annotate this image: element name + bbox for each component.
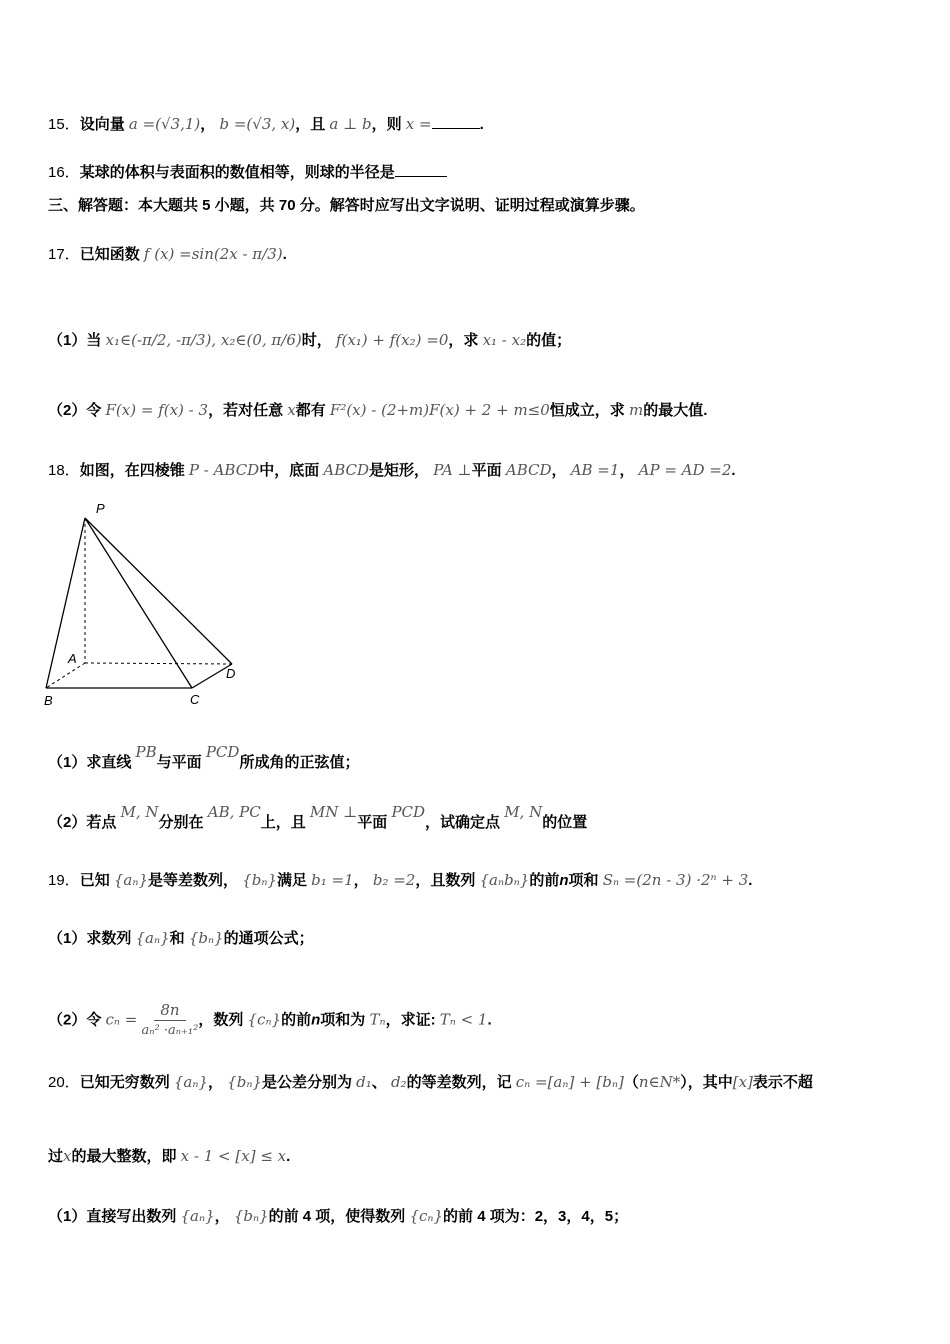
math-x: x =	[405, 115, 432, 133]
question-number: 19．	[48, 872, 80, 889]
text: 的前 4 项为：2，3，4，5；	[443, 1208, 629, 1225]
answer-blank	[395, 162, 447, 177]
text: （	[623, 1074, 639, 1091]
edge-AD	[85, 663, 232, 664]
math-base: ABCD	[323, 461, 370, 479]
answer-blank	[432, 114, 480, 129]
question-19	[48, 870, 910, 891]
text: 的通项公式；	[223, 930, 314, 947]
math-vector-b: b =(√3, x)	[219, 115, 296, 133]
text: 平面	[471, 462, 502, 479]
text: ），其中	[680, 1074, 733, 1091]
label-D: D	[226, 666, 236, 681]
text: 分别在	[158, 814, 204, 831]
edge-PD	[85, 518, 232, 664]
text: 恒成立，求	[549, 402, 625, 419]
text: ，	[207, 1074, 223, 1091]
math-AB-PC: AB, PC	[207, 803, 261, 821]
text: .	[731, 462, 736, 479]
text: 是等差数列，	[147, 872, 238, 889]
math-perp: a ⊥ b	[329, 115, 372, 133]
text: 平面	[357, 814, 388, 831]
text: 已知函数	[79, 246, 140, 263]
question-number: 18．	[48, 462, 80, 479]
math-Tn: Tₙ	[369, 1010, 386, 1029]
math-b1: b₁ =1	[311, 871, 354, 889]
math-fraction	[142, 1000, 199, 1041]
text: 已知无穷数列	[79, 1074, 170, 1091]
text: 是公差分别为	[261, 1074, 352, 1091]
part-label: （2）令	[48, 402, 102, 419]
text-n: n	[559, 872, 569, 889]
math-Tn-lt-1: Tₙ < 1	[439, 1010, 488, 1029]
math-x: x	[287, 401, 296, 419]
math-anbn: {aₙbₙ}	[479, 871, 530, 889]
text: 与平面	[156, 754, 202, 771]
fraction-denominator: aₙ² ·aₙ₊₁²	[141, 1023, 199, 1038]
question-number: 20．	[48, 1074, 80, 1091]
text: 的等差数列，记	[406, 1074, 512, 1091]
text: ，	[200, 116, 216, 133]
math-m: m	[628, 401, 644, 419]
question-15	[48, 114, 910, 135]
math-Sn: Sₙ =(2n - 3) ·2ⁿ + 3	[602, 871, 749, 889]
text: 已知	[79, 872, 110, 889]
math-an: {aₙ}	[180, 1207, 215, 1225]
text: 的前	[529, 872, 560, 889]
math-bn: {bₙ}	[242, 871, 277, 889]
part-label: （1）当	[48, 332, 102, 349]
question-20-cont	[48, 1146, 910, 1167]
text: 的最大值.	[643, 402, 708, 419]
text: .	[282, 246, 287, 263]
text-n: n	[311, 1011, 321, 1029]
math-domain: x₁∈(-π/2, -π/3), x₂∈(0, π/6)	[105, 331, 302, 349]
math-floor-x: [x]	[732, 1073, 753, 1091]
text: ，	[214, 1208, 230, 1225]
math-b2: b₂ =2	[372, 871, 416, 889]
text: 是矩形，	[369, 462, 430, 479]
text: ，则	[371, 116, 402, 133]
math-n-in-N: n∈N*	[638, 1073, 681, 1091]
text: 、	[371, 1074, 387, 1091]
text: 设向量	[79, 116, 125, 133]
text: 的前	[281, 1011, 312, 1029]
edge-AB	[46, 663, 85, 688]
math-MN: M, N	[120, 803, 159, 821]
math-PB: PB	[135, 743, 157, 761]
text: ，	[353, 872, 369, 889]
text: ，	[551, 462, 567, 479]
math-an: {aₙ}	[135, 929, 170, 947]
text: .	[748, 872, 753, 889]
text: 都有	[295, 402, 326, 419]
question-18	[48, 460, 910, 481]
math-cn-def: cₙ =[aₙ] + [bₙ]	[515, 1073, 624, 1091]
fraction-numerator: 8n	[154, 1000, 185, 1021]
text: 的位置	[542, 814, 588, 831]
part-label: （2）若点	[48, 814, 117, 831]
text: ，试确定点	[425, 814, 501, 831]
math-d2: d₂	[390, 1073, 407, 1091]
question-number: 15．	[48, 116, 80, 133]
text: 项和为	[320, 1011, 366, 1029]
math-floor-ineq: x - 1 < [x] ≤ x	[180, 1147, 287, 1165]
question-18-part-2	[48, 803, 910, 833]
text: 表示不超	[752, 1074, 813, 1091]
math-MN: M, N	[504, 803, 543, 821]
math-cn: {cₙ}	[409, 1207, 444, 1225]
text: .	[479, 116, 484, 133]
math-cn: {cₙ}	[247, 1010, 282, 1029]
math-ap-ad: AP = AD =2	[638, 461, 732, 479]
label-A: A	[68, 651, 77, 666]
math-bn: {bₙ}	[233, 1207, 269, 1225]
section-heading: 三、解答题：本大题共 5 小题，共 70 分。解答时应写出文字说明、证明过程或演算步骤。	[48, 197, 645, 214]
part-label: （1）求数列	[48, 930, 132, 947]
math-diff: x₁ - x₂	[482, 331, 527, 349]
math-MN-perp: MN ⊥	[309, 803, 358, 821]
question-16	[48, 162, 910, 183]
text: 时，	[301, 332, 332, 349]
edge-PC	[85, 518, 192, 688]
math-an: {aₙ}	[113, 871, 148, 889]
label-C: C	[190, 692, 200, 707]
question-20-part-1	[48, 1206, 910, 1227]
math-bn: {bₙ}	[227, 1073, 262, 1091]
text: ，求证:	[385, 1011, 436, 1029]
text: ，且数列	[415, 872, 476, 889]
text: ，求	[448, 332, 479, 349]
text: 的前 4 项，使得数列	[268, 1208, 406, 1225]
text: 满足	[276, 872, 307, 889]
text: 某球的体积与表面积的数值相等，则球的半径是	[79, 164, 395, 181]
text: ，若对任意	[208, 402, 284, 419]
math-ab: AB =1	[570, 461, 620, 479]
math-pyramid: P - ABCD	[188, 461, 260, 479]
part-label: （1）求直线	[48, 754, 132, 771]
math-bn: {bₙ}	[188, 929, 224, 947]
math-equation: f(x₁) + f(x₂) =0	[335, 331, 449, 349]
text: 过	[48, 1148, 64, 1165]
text: ，且	[295, 116, 326, 133]
question-19-part-2	[48, 1000, 910, 1041]
math-F-def: F(x) = f(x) - 3	[105, 401, 209, 419]
math-x: x	[63, 1147, 72, 1165]
math-vector-a: a =(√3,1)	[128, 115, 201, 133]
text: 中，底面	[259, 462, 320, 479]
question-20	[48, 1072, 910, 1093]
question-19-part-1	[48, 928, 910, 949]
question-17-part-2	[48, 400, 910, 421]
edge-PB	[46, 518, 85, 688]
text: .	[286, 1148, 291, 1165]
question-number: 17．	[48, 246, 80, 263]
question-number: 16．	[48, 164, 80, 181]
question-17	[48, 244, 910, 265]
math-an: {aₙ}	[173, 1073, 208, 1091]
pyramid-figure	[40, 500, 250, 715]
text: ，数列	[198, 1011, 244, 1029]
math-inequality: F²(x) - (2+m)F(x) + 2 + m≤0	[329, 401, 550, 419]
question-18-part-1	[48, 743, 910, 773]
text: 和	[169, 930, 185, 947]
text: 如图，在四棱锥	[79, 462, 185, 479]
math-function: f (x) =sin(2x - π/3)	[143, 245, 283, 263]
label-B: B	[44, 693, 53, 708]
math-PCD: PCD	[205, 743, 240, 761]
question-17-part-1	[48, 330, 910, 351]
text: ，	[619, 462, 635, 479]
text: 项和	[568, 872, 599, 889]
math-cn-lhs: cₙ =	[105, 1010, 138, 1029]
text: 上，且	[260, 814, 306, 831]
math-perp: PA ⊥	[433, 461, 472, 479]
text: 的值；	[526, 332, 572, 349]
text: 所成角的正弦值；	[239, 754, 360, 771]
text: .	[487, 1011, 492, 1029]
math-plane: ABCD	[505, 461, 552, 479]
part-label: （1）直接写出数列	[48, 1208, 177, 1225]
label-P: P	[96, 501, 105, 516]
math-d1: d₁	[356, 1073, 372, 1091]
text: 的最大整数，即	[71, 1148, 177, 1165]
part-label: （2）令	[48, 1011, 102, 1029]
math-PCD: PCD	[391, 803, 426, 821]
